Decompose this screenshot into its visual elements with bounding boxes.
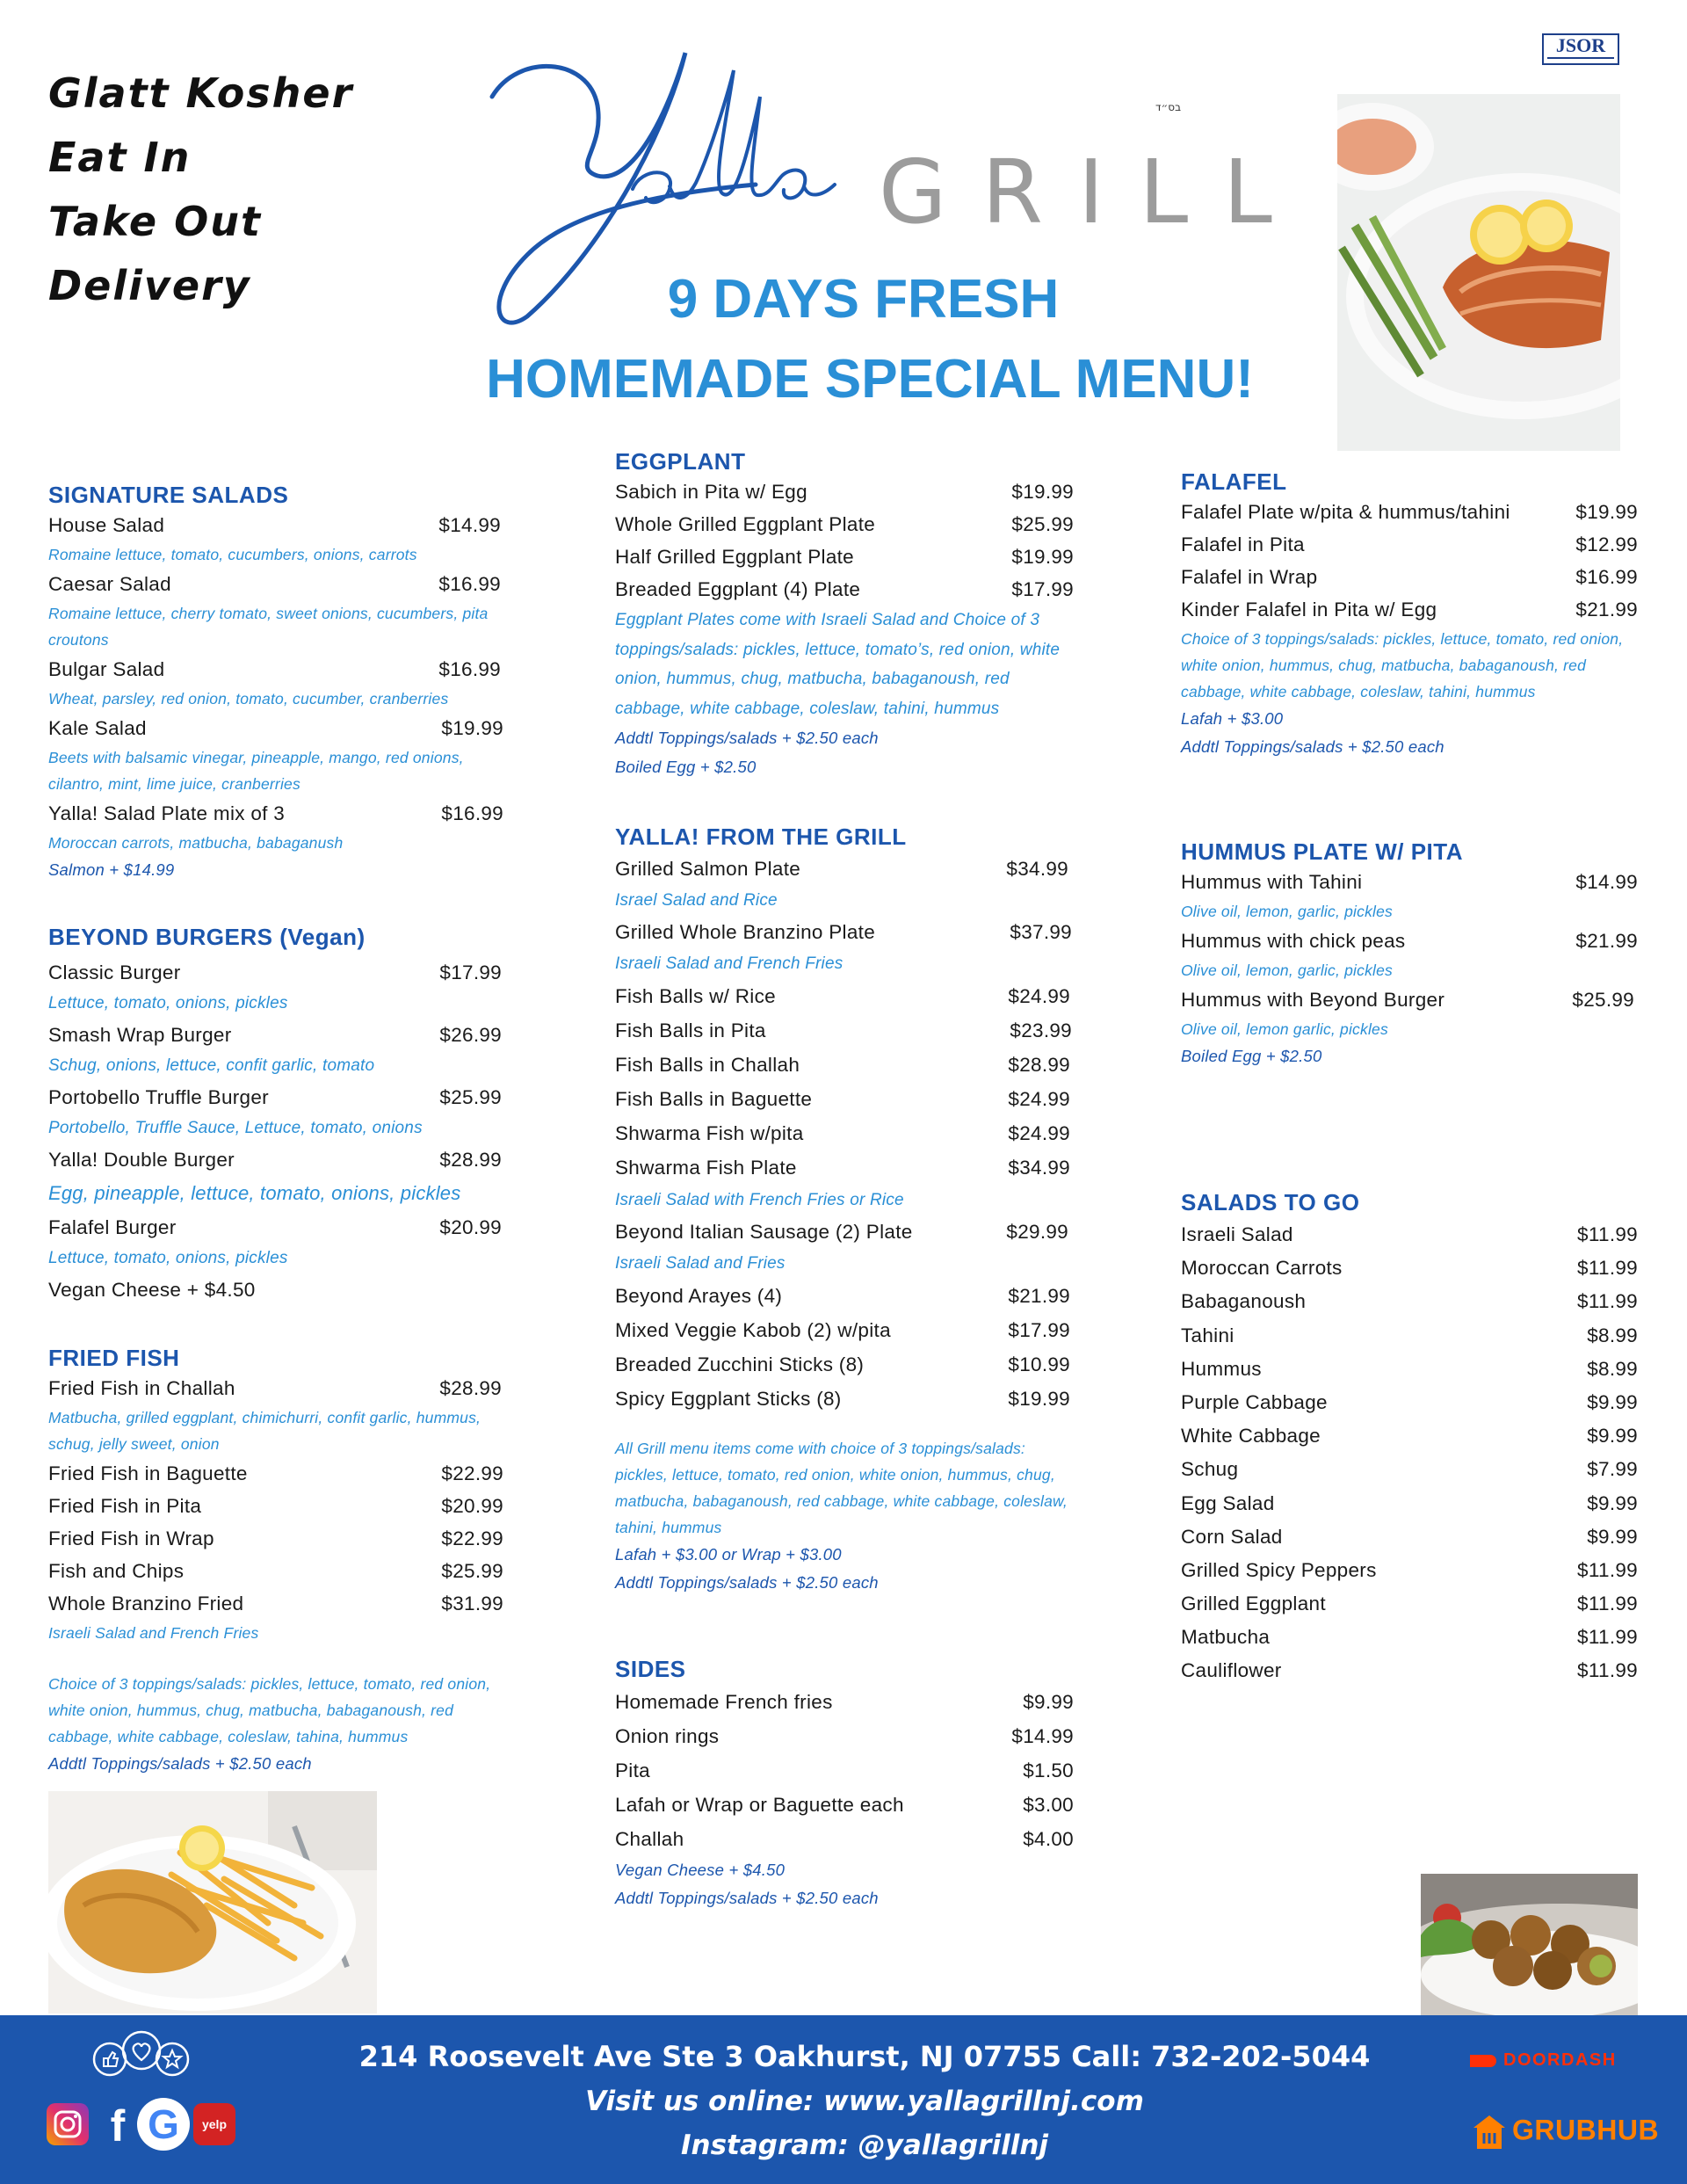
item-price: $22.99: [441, 1527, 503, 1549]
item-name: Hummus with chick peas: [1181, 930, 1406, 952]
item-price: $4.00: [1023, 1828, 1074, 1850]
item-name: Shwarma Fish w/pita: [615, 1122, 804, 1144]
item-price: $19.99: [1011, 481, 1074, 503]
item-name: Spicy Eggplant Sticks (8): [615, 1388, 842, 1410]
item-name: Fish Balls in Baguette: [615, 1088, 813, 1110]
item-price: $3.00: [1023, 1794, 1074, 1816]
item-name: Hummus with Tahini: [1181, 871, 1363, 893]
item-description: Lettuce, tomato, onions, pickles: [48, 1249, 288, 1267]
item-price: $23.99: [1010, 1019, 1072, 1041]
section-hummus: [1181, 838, 1638, 1070]
item-description: Olive oil, lemon, garlic, pickles: [1181, 903, 1393, 920]
facebook-icon[interactable]: f: [110, 2101, 126, 2151]
section-title: HUMMUS PLATE W/ PITA: [1181, 838, 1464, 865]
item-price: $9.99: [1023, 1691, 1074, 1713]
item-price: $16.99: [438, 573, 501, 595]
item-price: $25.99: [439, 1086, 502, 1108]
menu-item: [1181, 1252, 1638, 1285]
menu-item: [48, 1555, 505, 1587]
menu-item: [615, 1215, 1072, 1248]
item-name: Breaded Eggplant (4) Plate: [615, 578, 861, 600]
item-name: Grilled Spicy Peppers: [1181, 1558, 1377, 1581]
menu-item: [48, 1211, 505, 1244]
item-name: Fish Balls in Challah: [615, 1054, 800, 1076]
item-name: Half Grilled Eggplant Plate: [615, 546, 854, 568]
item-price: $9.99: [1587, 1390, 1638, 1413]
item-name: Smash Wrap Burger: [48, 1024, 232, 1046]
addon-toppings: Addtl Toppings/salads + $2.50 each: [48, 1754, 312, 1773]
menu-item: [615, 1116, 1072, 1150]
menu-item: [615, 1685, 1072, 1719]
item-price: $16.99: [1575, 566, 1638, 588]
item-price: $34.99: [1008, 1157, 1070, 1179]
grubhub-link[interactable]: [1472, 2114, 1659, 2151]
item-price: $17.99: [439, 961, 502, 983]
section-title: FALAFEL: [1181, 468, 1287, 495]
item-name: Tahini: [1181, 1324, 1234, 1346]
item-description: Lettuce, tomato, onions, pickles: [48, 994, 288, 1012]
google-icon[interactable]: G: [137, 2098, 190, 2151]
item-price: $14.99: [1575, 871, 1638, 893]
item-price: $11.99: [1577, 1223, 1638, 1245]
addon-toppings: Addtl Toppings/salads + $2.50 each: [615, 729, 879, 747]
menu-item: [1181, 1419, 1638, 1453]
item-name: Fish Balls w/ Rice: [615, 985, 776, 1007]
menu-item: [615, 1279, 1072, 1313]
item-description: Olive oil, lemon garlic, pickles: [1181, 1020, 1388, 1038]
item-description: Israeli Salad and French Fries: [615, 954, 844, 973]
item-description: Egg, pineapple, lettuce, tomato, onions, pickles: [48, 1182, 461, 1204]
menu-item: [48, 509, 505, 541]
menu-item: [615, 1013, 1072, 1048]
item-name: Kinder Falafel in Pita w/ Egg: [1181, 599, 1437, 620]
section-title: SIDES: [615, 1656, 686, 1682]
menu-item: [615, 475, 1072, 508]
item-description: Olive oil, lemon, garlic, pickles: [1181, 961, 1393, 979]
item-name: Fried Fish in Challah: [48, 1377, 235, 1399]
tagline-glatt-kosher: Glatt Kosher: [48, 69, 354, 117]
item-price: $28.99: [1008, 1054, 1070, 1076]
menu-item: [1181, 496, 1638, 528]
item-name: Fried Fish in Baguette: [48, 1462, 248, 1484]
item-price: $28.99: [439, 1377, 502, 1399]
menu-item: [615, 1150, 1072, 1185]
jsor-label: JSOR: [1555, 34, 1606, 56]
menu-item: [1181, 1554, 1638, 1587]
menu-item: [1181, 866, 1638, 898]
footer-instagram[interactable]: Instagram: @yallagrillnj: [680, 2130, 1049, 2161]
section-title: SIGNATURE SALADS: [48, 482, 289, 508]
addon-boiled-egg: Boiled Egg + $2.50: [1181, 1047, 1322, 1065]
addon-toppings: Addtl Toppings/salads + $2.50 each: [1181, 737, 1444, 756]
item-name: Fish and Chips: [48, 1560, 185, 1582]
menu-item: [1181, 1386, 1638, 1419]
fish-and-chips-photo: [48, 1791, 377, 2013]
item-description: Wheat, parsley, red onion, tomato, cucumber, cranberries: [48, 690, 449, 707]
item-price: $11.99: [1577, 1290, 1638, 1313]
menu-item: [615, 853, 1072, 885]
item-price: $17.99: [1008, 1319, 1070, 1341]
item-price: $20.99: [439, 1216, 502, 1238]
menu-item: [48, 1081, 505, 1114]
grubhub-icon: [1472, 2114, 1507, 2151]
tagline-eat-in: Eat In: [48, 134, 192, 181]
section-eggplant: [615, 448, 1072, 781]
item-price: $1.50: [1023, 1760, 1074, 1781]
item-price: $26.99: [439, 1024, 502, 1046]
section-title: FRIED FISH: [48, 1345, 180, 1371]
item-name: Cauliflower: [1181, 1659, 1282, 1682]
menu-item: [1181, 925, 1638, 957]
item-description: Israeli Salad with French Fries or Rice: [615, 1191, 904, 1209]
menu-item: [615, 1347, 1072, 1382]
item-name: Shwarma Fish Plate: [615, 1157, 797, 1179]
item-price: $21.99: [1575, 930, 1638, 952]
item-price: $19.99: [1575, 501, 1638, 523]
menu-item: [48, 1490, 505, 1522]
jsor-underline: [1547, 57, 1614, 59]
item-name: Whole Grilled Eggplant Plate: [615, 513, 876, 535]
section-beyond-burgers: [48, 924, 505, 1306]
item-price: $11.99: [1577, 1659, 1638, 1682]
item-price: $24.99: [1008, 985, 1070, 1007]
item-price: $31.99: [441, 1593, 503, 1614]
item-name: Falafel Burger: [48, 1216, 177, 1238]
menu-item: [1181, 1218, 1638, 1252]
section-title: YALLA! FROM THE GRILL: [615, 824, 907, 850]
item-price: $21.99: [1008, 1285, 1070, 1307]
item-price: $10.99: [1008, 1353, 1070, 1375]
item-name: Challah: [615, 1828, 684, 1850]
hebrew-mark: בס״ד: [1155, 101, 1182, 113]
tagline-take-out: Take Out: [48, 198, 262, 245]
item-name: Sabich in Pita w/ Egg: [615, 481, 807, 503]
item-price: $21.99: [1575, 599, 1638, 620]
item-price: $17.99: [1011, 578, 1074, 600]
section-grill: [615, 824, 1072, 1597]
item-price: $24.99: [1008, 1088, 1070, 1110]
menu-item: [1181, 1621, 1638, 1654]
item-price: $19.99: [1008, 1388, 1070, 1410]
item-price: $14.99: [438, 514, 501, 536]
item-name: Yalla! Salad Plate mix of 3: [48, 802, 286, 824]
footer-website[interactable]: Visit us online: www.yallagrillnj.com: [585, 2086, 1144, 2117]
item-name: Mixed Veggie Kabob (2) w/pita: [615, 1319, 891, 1341]
item-name: Falafel in Wrap: [1181, 566, 1318, 588]
menu-item: [1181, 1520, 1638, 1554]
item-name: Grilled Salmon Plate: [615, 858, 801, 880]
footer: [0, 2015, 1687, 2184]
menu-item: [615, 1313, 1072, 1347]
section-title: EGGPLANT: [615, 448, 746, 475]
addon-salmon: Salmon + $14.99: [48, 860, 175, 879]
menu-item: [48, 568, 505, 600]
menu-item: [48, 797, 505, 830]
item-name: Homemade French fries: [615, 1691, 833, 1713]
item-price: $19.99: [1011, 546, 1074, 568]
item-price: $25.99: [1572, 989, 1634, 1011]
item-price: $37.99: [1010, 921, 1072, 943]
item-name: Moroccan Carrots: [1181, 1257, 1343, 1280]
item-price: $19.99: [441, 717, 503, 739]
item-price: $34.99: [1006, 858, 1068, 880]
menu-item: [1181, 593, 1638, 626]
kosher-certification-badge: [1542, 33, 1619, 65]
footer-address-phone: 214 Roosevelt Ave Ste 3 Oakhurst, NJ 07755 Call: 732-202-5044: [358, 2040, 1371, 2073]
menu-item: [615, 1082, 1072, 1116]
section-fried-fish: [48, 1345, 505, 1778]
eggplant-note: Eggplant Plates come with Israeli Salad and Choice of 3 toppings/salads: pickles, lettuce, tomato’s, red onion, white onion, hummus, chug, matbucha, babaganoush, red cabbage, white cabbage, coleslaw, tahini, hummus: [615, 611, 1061, 718]
menu-item: [48, 1587, 505, 1620]
grill-toppings-note: All Grill menu items come with choice of 3 toppings/salads: pickles, lettuce, tomato, red onion, white onion, hummus, chug, matbucha, babaganoush, red cabbage, white cabbage, coleslaw, tahini, hummus: [615, 1440, 1068, 1536]
item-name: Purple Cabbage: [1181, 1390, 1328, 1413]
item-name: Kale Salad: [48, 717, 147, 739]
item-price: $20.99: [441, 1495, 503, 1517]
addon-lafah: Lafah + $3.00: [1181, 709, 1284, 728]
menu-item: [615, 1719, 1072, 1753]
item-name: Lafah or Wrap or Baguette each: [615, 1794, 904, 1816]
menu-item: [1181, 1353, 1638, 1386]
item-name: Falafel Plate w/pita & hummus/tahini: [1181, 501, 1510, 523]
section-signature-salads: [48, 482, 505, 884]
item-price: $9.99: [1587, 1491, 1638, 1514]
item-description: Beets with balsamic vinegar, pineapple, mango, red onions, cilantro, mint, lime juice, cranberries: [48, 749, 464, 793]
item-description: Moroccan carrots, matbucha, babaganush: [48, 834, 344, 852]
menu-item: [1181, 983, 1638, 1016]
item-name: Onion rings: [615, 1725, 720, 1747]
item-price: $16.99: [438, 658, 501, 680]
item-name: Hummus: [1181, 1357, 1262, 1380]
menu-item: [1181, 1487, 1638, 1520]
addon-toppings: Addtl Toppings/salads + $2.50 each: [615, 1889, 879, 1907]
item-description: Israeli Salad and Fries: [615, 1254, 786, 1273]
item-name: Breaded Zucchini Sticks (8): [615, 1353, 865, 1375]
item-price: $28.99: [439, 1149, 502, 1171]
salmon-plate-photo: [1337, 94, 1620, 451]
item-price: $24.99: [1008, 1122, 1070, 1144]
extra-vegan-cheese: Vegan Cheese + $4.50: [48, 1279, 256, 1301]
item-price: $11.99: [1577, 1626, 1638, 1649]
item-price: $8.99: [1587, 1357, 1638, 1380]
item-name: Hummus with Beyond Burger: [1181, 989, 1445, 1011]
menu-item: [1181, 1587, 1638, 1621]
item-price: $9.99: [1587, 1525, 1638, 1548]
menu-item: [1181, 1453, 1638, 1486]
menu-item: [615, 508, 1072, 541]
item-name: Falafel in Pita: [1181, 533, 1305, 555]
menu-item: [48, 1372, 505, 1404]
menu-item: [48, 956, 505, 989]
yelp-icon[interactable]: yelp: [193, 2103, 235, 2145]
menu-item: [1181, 528, 1638, 561]
tagline-delivery: Delivery: [48, 262, 251, 309]
item-name: Israeli Salad: [1181, 1223, 1293, 1245]
item-description: Portobello, Truffle Sauce, Lettuce, tomato, onions: [48, 1119, 423, 1137]
item-name: Fried Fish in Pita: [48, 1495, 202, 1517]
item-price: $25.99: [1011, 513, 1074, 535]
menu-item: [615, 1788, 1072, 1822]
logo-script-text: Yalla: [466, 35, 468, 36]
menu-item: [1181, 1285, 1638, 1318]
item-name: Grilled Whole Branzino Plate: [615, 921, 876, 943]
item-name: House Salad: [48, 514, 165, 536]
item-name: Yalla! Double Burger: [48, 1149, 235, 1171]
item-name: Classic Burger: [48, 961, 181, 983]
item-price: $16.99: [441, 802, 503, 824]
item-price: $12.99: [1575, 533, 1638, 555]
section-falafel: [1181, 468, 1638, 761]
item-name: Bulgar Salad: [48, 658, 165, 680]
item-price: $11.99: [1577, 1257, 1638, 1280]
item-description: Romaine lettuce, tomato, cucumbers, onions, carrots: [48, 546, 417, 563]
item-price: $14.99: [1011, 1725, 1074, 1747]
item-price: $7.99: [1587, 1458, 1638, 1481]
item-name: Corn Salad: [1181, 1525, 1283, 1548]
menu-item: [615, 916, 1072, 948]
item-name: Caesar Salad: [48, 573, 171, 595]
item-price: $8.99: [1587, 1324, 1638, 1346]
item-price: $29.99: [1006, 1221, 1068, 1243]
headline-9-days: 9 DAYS FRESH: [667, 269, 1060, 330]
menu-item: [48, 1019, 505, 1051]
item-name: Grilled Eggplant: [1181, 1593, 1326, 1615]
item-description: Schug, onions, lettuce, confit garlic, tomato: [48, 1056, 375, 1075]
item-description: Matbucha, grilled eggplant, chimichurri, confit garlic, hummus, schug, jelly sweet, onion: [48, 1409, 481, 1453]
menu-item: [1181, 561, 1638, 593]
item-price: $11.99: [1577, 1593, 1638, 1615]
item-name: Schug: [1181, 1458, 1239, 1481]
menu-item: [48, 1143, 505, 1176]
item-description: Romaine lettuce, cherry tomato, sweet onions, cucumbers, pita croutons: [48, 605, 489, 649]
falafel-photo: [1421, 1874, 1638, 2019]
item-name: Beyond Italian Sausage (2) Plate: [615, 1221, 913, 1243]
item-name: Portobello Truffle Burger: [48, 1086, 269, 1108]
item-name: Babaganoush: [1181, 1290, 1307, 1313]
doordash-icon: [1470, 2055, 1496, 2067]
menu-item: [48, 653, 505, 686]
section-title: BEYOND BURGERS (Vegan): [48, 924, 366, 950]
addon-boiled-egg: Boiled Egg + $2.50: [615, 758, 757, 776]
item-name: Egg Salad: [1181, 1491, 1275, 1514]
headline-special-menu: HOMEMADE SPECIAL MENU!: [486, 349, 1254, 410]
addon-vegan-cheese: Vegan Cheese + $4.50: [615, 1861, 786, 1879]
falafel-toppings-note: Choice of 3 toppings/salads: pickles, lettuce, tomato, red onion, white onion, hummus, chug, matbucha, babaganoush, red cabbage, white cabbage, coleslaw, tahini, hummus: [1181, 630, 1624, 700]
menu-item: [615, 573, 1072, 606]
item-name: Fish Balls in Pita: [615, 1019, 766, 1041]
doordash-label: DOORDASH: [1503, 2050, 1617, 2070]
item-price: $22.99: [441, 1462, 503, 1484]
menu-item: [615, 1822, 1072, 1856]
item-name: Matbucha: [1181, 1626, 1271, 1649]
menu-item: [48, 712, 505, 744]
item-name: Pita: [615, 1760, 650, 1781]
item-description: Israeli Salad and French Fries: [48, 1624, 259, 1642]
addon-toppings: Addtl Toppings/salads + $2.50 each: [615, 1573, 879, 1592]
item-description: Israel Salad and Rice: [615, 891, 778, 910]
item-price: $25.99: [441, 1560, 503, 1582]
item-name: White Cabbage: [1181, 1425, 1321, 1448]
doordash-link[interactable]: [1470, 2050, 1617, 2071]
addon-lafah-wrap: Lafah + $3.00 or Wrap + $3.00: [615, 1545, 842, 1564]
section-title: SALADS TO GO: [1181, 1189, 1360, 1215]
item-price: $11.99: [1577, 1558, 1638, 1581]
menu-item: [615, 1753, 1072, 1788]
menu-item: [615, 1382, 1072, 1416]
logo-grill-text: GRILL: [879, 141, 1307, 243]
menu-item: [48, 1522, 505, 1555]
item-name: Fried Fish in Wrap: [48, 1527, 214, 1549]
toppings-note: Choice of 3 toppings/salads: pickles, lettuce, tomato, red onion, white onion, hummus, chug, matbucha, babaganoush, red cabbage, white cabbage, coleslaw, tahina, hummus: [48, 1675, 491, 1745]
item-name: Beyond Arayes (4): [615, 1285, 783, 1307]
menu-item: [615, 541, 1072, 573]
menu-item: [1181, 1654, 1638, 1687]
item-name: Whole Branzino Fried: [48, 1593, 244, 1614]
menu-item: [615, 979, 1072, 1013]
section-salads-to-go: [1181, 1189, 1638, 1688]
grubhub-label: GRUBHUB: [1512, 2114, 1660, 2146]
section-sides: [615, 1656, 1072, 1912]
menu-item: [615, 1048, 1072, 1082]
item-price: $9.99: [1587, 1425, 1638, 1448]
menu-item: [1181, 1319, 1638, 1353]
menu-item: [48, 1457, 505, 1490]
